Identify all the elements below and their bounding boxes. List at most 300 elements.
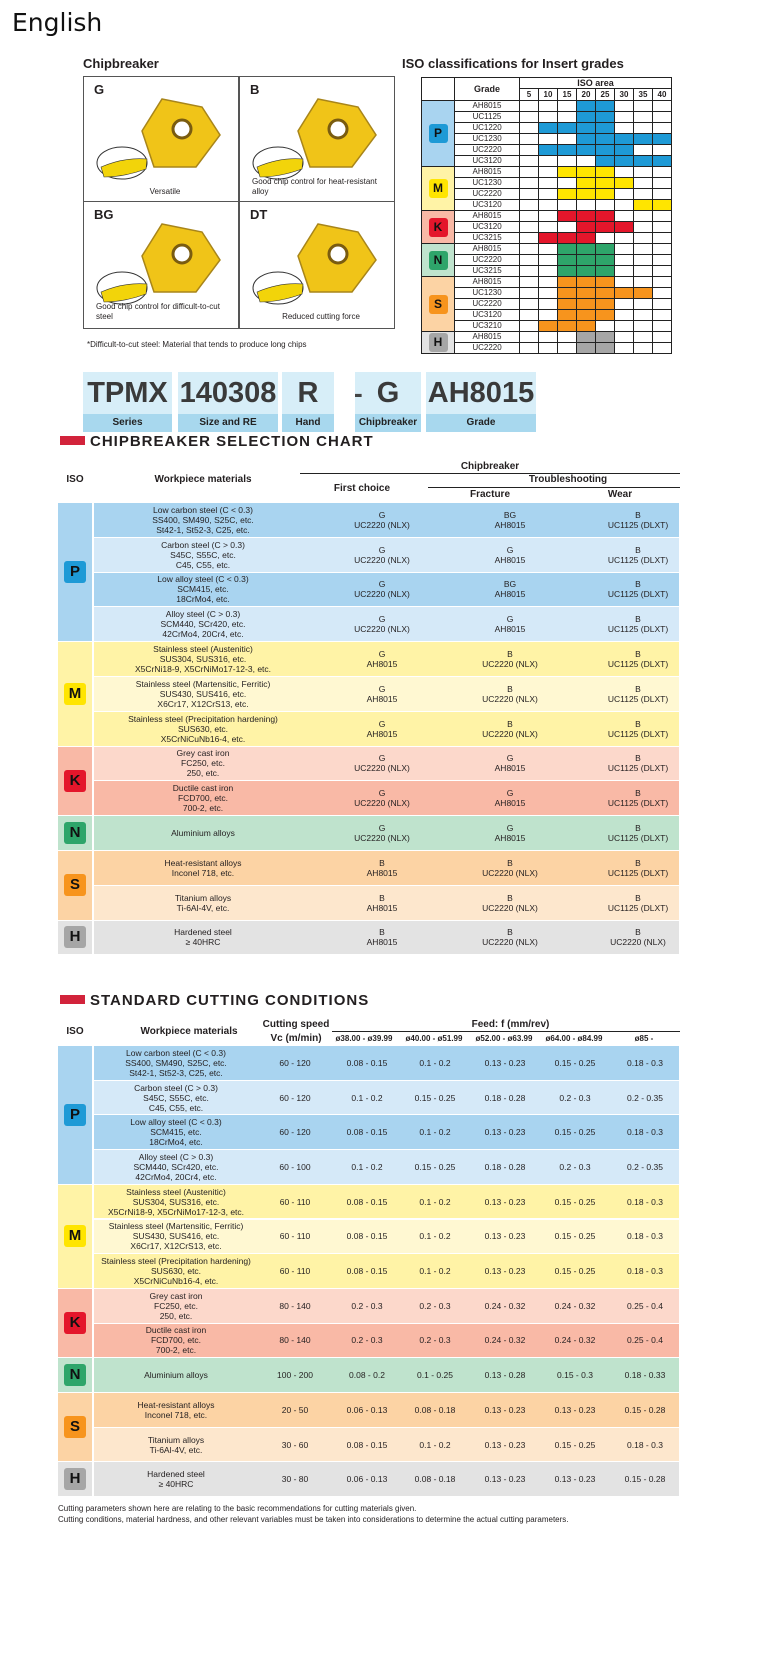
iso-header: ISO	[66, 474, 84, 485]
grade-name: UC1230	[455, 178, 520, 189]
iso-letter-badge: K	[64, 1312, 86, 1334]
chipbreaker-choice: B UC2220 (NLX)	[482, 927, 538, 948]
chipbreaker-choice: B UC1125 (DLXT)	[607, 579, 669, 600]
feed-value: 0.13 - 0.23	[484, 1057, 526, 1068]
cutting-speed-value: 100 - 200	[277, 1370, 313, 1381]
feed-value: 0.13 - 0.23	[484, 1474, 526, 1485]
iso-class-title: ISO classifications for Insert grades	[402, 56, 624, 71]
workpiece-material: Alloy steel (C > 0.3) SCM440, SCr420, etc. 42CrMo4, 20Cr4, etc.	[94, 607, 312, 641]
selection-row	[94, 781, 679, 815]
conditions-heading	[60, 992, 369, 1009]
iso-area-fill	[653, 266, 672, 277]
feed-value: 0.15 - 0.25	[414, 1161, 456, 1172]
iso-area-fill	[596, 189, 615, 200]
grade-name: UC2220	[455, 299, 520, 310]
workpiece-material: Ductile cast iron FCD700, etc. 700-2, etc.	[94, 781, 312, 815]
iso-area-fill	[615, 266, 634, 277]
feed-value: 0.18 - 0.3	[627, 1127, 663, 1138]
iso-area-fill	[596, 332, 615, 343]
iso-area-fill	[653, 288, 672, 299]
chipbreaker-choice: B UC1125 (DLXT)	[607, 649, 669, 670]
conditions-row	[94, 1254, 679, 1288]
chipbreaker-choice: B UC1125 (DLXT)	[607, 544, 669, 565]
feed-value: 0.08 - 0.18	[414, 1404, 456, 1415]
iso-letter-badge: P	[64, 561, 86, 583]
materials-header: Workpiece materials	[140, 1026, 238, 1037]
conditions-row	[94, 1185, 679, 1219]
iso-area-fill	[615, 123, 634, 134]
feed-value: 0.18 - 0.3	[627, 1231, 663, 1242]
feed-value: 0.13 - 0.28	[484, 1370, 526, 1381]
iso-letter-badge: S	[64, 874, 86, 896]
designation-label: Hand	[282, 414, 334, 432]
iso-area-fill	[577, 222, 596, 233]
iso-area-fill	[653, 134, 672, 145]
iso-area-fill	[653, 299, 672, 310]
iso-area-fill	[634, 145, 653, 156]
iso-area-fill	[558, 255, 577, 266]
iso-area-fill	[653, 321, 672, 332]
selection-row	[94, 747, 679, 781]
selection-title: CHIPBREAKER SELECTION CHART	[90, 433, 374, 450]
iso-header: ISO	[66, 1026, 84, 1037]
chipbreaker-choice: BG AH8015	[494, 579, 526, 600]
iso-grade-row	[422, 332, 672, 343]
iso-area-value: 20	[577, 89, 596, 101]
feed-value: 0.2 - 0.35	[627, 1092, 663, 1103]
chipbreaker-choice: B UC1125 (DLXT)	[607, 823, 669, 844]
iso-area-fill	[634, 244, 653, 255]
iso-area-fill	[653, 189, 672, 200]
iso-letter-badge: M	[64, 683, 86, 705]
iso-area-fill	[596, 200, 615, 211]
feed-value: 0.15 - 0.25	[554, 1057, 596, 1068]
workpiece-material: Carbon steel (C > 0.3) S45C, S55C, etc. C45, C55, etc.	[134, 1082, 218, 1113]
iso-area-fill	[596, 112, 615, 123]
feed-value: 0.18 - 0.28	[484, 1092, 526, 1103]
iso-grade-row	[422, 145, 672, 156]
chipbreaker-choice: B AH8015	[366, 892, 398, 913]
iso-group-cell	[58, 503, 92, 641]
iso-group-cell	[58, 1289, 92, 1357]
iso-area-fill	[539, 321, 558, 332]
iso-area-fill	[596, 222, 615, 233]
feed-value: 0.1 - 0.25	[417, 1370, 453, 1381]
chipbreaker-choice: B UC1125 (DLXT)	[607, 857, 669, 878]
chipbreaker-box	[239, 201, 395, 329]
designation-label: Size and RE	[178, 414, 278, 432]
iso-area-fill	[539, 244, 558, 255]
feed-value: 0.18 - 0.3	[627, 1266, 663, 1277]
cutting-speed-value: 60 - 120	[279, 1057, 311, 1068]
iso-area-fill	[634, 123, 653, 134]
workpiece-material: Alloy steel (C > 0.3) SCM440, SCr420, etc. 42CrMo4, 20Cr4, etc.	[133, 1151, 219, 1182]
feed-value: 0.2 - 0.3	[419, 1335, 451, 1346]
iso-area-fill	[653, 255, 672, 266]
grade-name: UC1230	[455, 134, 520, 145]
iso-area-fill	[520, 123, 539, 134]
workpiece-material: Stainless steel (Martensitic, Ferritic) SUS430, SUS416, etc. X6Cr17, X12CrS13, etc.	[108, 1221, 244, 1252]
iso-area-fill	[615, 167, 634, 178]
iso-area-fill	[558, 233, 577, 244]
chipbreaker-choice: B UC2220 (NLX)	[482, 683, 538, 704]
workpiece-material: Aluminium alloys	[94, 816, 312, 850]
feed-value: 0.24 - 0.32	[554, 1300, 596, 1311]
selection-heading	[60, 433, 374, 450]
feed-value: 0.08 - 0.18	[414, 1474, 456, 1485]
feed-value: 0.15 - 0.25	[554, 1266, 596, 1277]
iso-area-fill	[653, 101, 672, 112]
iso-area-fill	[520, 145, 539, 156]
workpiece-material: Hardened steel ≥ 40HRC	[147, 1469, 205, 1490]
iso-area-fill	[558, 134, 577, 145]
designation-part	[426, 372, 536, 432]
designation-code: R	[282, 372, 334, 414]
workpiece-material: Titanium alloys Ti-6Al-4V, etc.	[94, 886, 312, 920]
iso-area-fill	[539, 211, 558, 222]
grade-header: Grade	[455, 78, 520, 101]
iso-area-fill	[577, 178, 596, 189]
iso-area-fill	[615, 200, 634, 211]
iso-area-fill	[577, 189, 596, 200]
conditions-row	[94, 1393, 679, 1427]
chipbreaker-choice: G AH8015	[366, 683, 398, 704]
iso-area-fill	[634, 178, 653, 189]
iso-area-fill	[634, 222, 653, 233]
workpiece-material: Stainless steel (Martensitic, Ferritic) SUS430, SUS416, etc. X6Cr17, X12CrS13, etc.	[94, 677, 312, 711]
iso-letter-badge: M	[64, 1225, 86, 1247]
iso-area-fill	[653, 123, 672, 134]
feed-value: 0.15 - 0.25	[414, 1092, 456, 1103]
iso-area-fill	[653, 277, 672, 288]
chipbreaker-desc: Versatile	[149, 187, 181, 196]
chipbreaker-choice: G UC2220 (NLX)	[354, 823, 410, 844]
feed-value: 0.13 - 0.23	[554, 1474, 596, 1485]
iso-grade-row	[422, 112, 672, 123]
iso-grade-row	[422, 101, 672, 112]
feed-value: 0.24 - 0.32	[484, 1335, 526, 1346]
iso-area-fill	[615, 299, 634, 310]
iso-area-fill	[615, 255, 634, 266]
iso-area-fill	[615, 101, 634, 112]
iso-letter-badge: S	[429, 295, 448, 314]
feed-value: 0.08 - 0.15	[346, 1266, 388, 1277]
iso-grade-row	[422, 156, 672, 167]
iso-area-fill	[558, 244, 577, 255]
iso-group-cell	[58, 642, 92, 745]
iso-area-fill	[634, 277, 653, 288]
chipbreaker-choice: G AH8015	[494, 788, 526, 809]
chipbreaker-box	[83, 201, 239, 329]
grade-name: AH8015	[455, 332, 520, 343]
feed-value: 0.08 - 0.15	[346, 1231, 388, 1242]
cutting-speed-value: 20 - 50	[281, 1404, 309, 1415]
iso-area-fill	[653, 156, 672, 167]
chipbreaker-code: DT	[250, 207, 268, 222]
designation-part	[83, 372, 172, 432]
cutting-speed-value: 60 - 110	[279, 1231, 311, 1242]
workpiece-material: Carbon steel (C > 0.3) S45C, S55C, etc. C45, C55, etc.	[94, 538, 312, 572]
grade-name: UC1220	[455, 123, 520, 134]
iso-letter-cell	[422, 244, 455, 277]
iso-area-fill	[520, 189, 539, 200]
iso-area-fill	[539, 112, 558, 123]
grade-name: UC3210	[455, 321, 520, 332]
iso-letter-header	[422, 78, 455, 101]
chipbreaker-code: BG	[94, 207, 114, 222]
conditions-row	[94, 1324, 679, 1358]
workpiece-material: Stainless steel (Precipitation hardening) SUS630, etc. X5CrNiCuNb16-4, etc.	[94, 712, 312, 746]
iso-area-fill	[634, 101, 653, 112]
chipbreaker-choice: B UC2220 (NLX)	[482, 649, 538, 670]
iso-area-fill	[634, 134, 653, 145]
feed-header: Feed: f (mm/rev)	[471, 1019, 550, 1030]
workpiece-material: Grey cast iron FC250, etc. 250, etc.	[94, 747, 312, 781]
iso-area-fill	[615, 277, 634, 288]
feed-value: 0.25 - 0.4	[627, 1335, 663, 1346]
feed-value: 0.1 - 0.2	[419, 1127, 451, 1138]
grade-name: AH8015	[455, 167, 520, 178]
iso-letter-badge: K	[64, 770, 86, 792]
iso-area-fill	[596, 255, 615, 266]
cutting-speed-value: 80 - 140	[279, 1300, 311, 1311]
troubleshooting-header: Troubleshooting	[528, 474, 608, 485]
iso-area-fill	[539, 288, 558, 299]
grade-name: UC2220	[455, 189, 520, 200]
workpiece-material: Grey cast iron FC250, etc. 250, etc.	[149, 1290, 203, 1321]
feed-value: 0.2 - 0.3	[559, 1092, 591, 1103]
note-1: Cutting parameters shown here are relating to the basic recommendations for cutting materials given.	[58, 1504, 417, 1513]
iso-area-fill	[577, 288, 596, 299]
iso-area-fill	[520, 299, 539, 310]
selection-row	[94, 642, 679, 676]
iso-area-fill	[615, 211, 634, 222]
heading-bar	[60, 995, 85, 1004]
selection-row	[94, 607, 679, 641]
selection-row	[94, 712, 679, 746]
chipbreaker-header: Chipbreaker	[460, 461, 520, 472]
iso-area-fill	[520, 112, 539, 123]
chipbreaker-choice: B UC2220 (NLX)	[482, 857, 538, 878]
feed-value: 0.15 - 0.25	[554, 1127, 596, 1138]
iso-group-cell	[58, 1358, 92, 1392]
selection-row	[94, 503, 679, 537]
iso-area-fill	[653, 145, 672, 156]
iso-area-fill	[615, 343, 634, 354]
feed-value: 0.08 - 0.15	[346, 1439, 388, 1450]
feed-value: 0.25 - 0.4	[627, 1300, 663, 1311]
grade-name: UC3215	[455, 233, 520, 244]
iso-area-fill	[615, 134, 634, 145]
chipbreaker-choice: BG AH8015	[494, 509, 526, 530]
iso-group-cell	[58, 851, 92, 920]
iso-area-fill	[520, 156, 539, 167]
iso-letter-badge: S	[64, 1416, 86, 1438]
feed-value: 0.13 - 0.23	[484, 1439, 526, 1450]
iso-area-fill	[634, 233, 653, 244]
chipbreaker-choice: G AH8015	[494, 544, 526, 565]
feed-value: 0.2 - 0.3	[419, 1300, 451, 1311]
iso-area-fill	[615, 222, 634, 233]
iso-area-fill	[539, 299, 558, 310]
designation-code: 140308	[178, 372, 278, 414]
iso-area-fill	[558, 167, 577, 178]
chipbreaker-choice: B UC2220 (NLX)	[482, 892, 538, 913]
header-rule	[332, 1031, 680, 1032]
feed-value: 0.2 - 0.3	[351, 1300, 383, 1311]
iso-area-fill	[596, 299, 615, 310]
iso-area-fill	[596, 145, 615, 156]
chipbreaker-choice: B UC2220 (NLX)	[610, 927, 666, 948]
chipbreaker-choice: G UC2220 (NLX)	[354, 544, 410, 565]
designation-code: TPMX	[83, 372, 172, 414]
iso-letter-badge: N	[64, 1364, 86, 1386]
iso-area-fill	[558, 112, 577, 123]
chipbreaker-choice: B UC1125 (DLXT)	[607, 614, 669, 635]
iso-letter-badge: P	[64, 1104, 86, 1126]
iso-area-fill	[520, 222, 539, 233]
iso-area-fill	[558, 178, 577, 189]
insert-illustration-icon	[84, 77, 240, 205]
iso-area-fill	[634, 189, 653, 200]
iso-area-fill	[558, 156, 577, 167]
feed-value: 0.1 - 0.2	[419, 1057, 451, 1068]
iso-group-cell	[58, 1462, 92, 1496]
iso-area-fill	[634, 299, 653, 310]
iso-area-fill	[539, 123, 558, 134]
iso-letter-cell	[422, 101, 455, 167]
iso-area-fill	[558, 101, 577, 112]
grade-name: UC3120	[455, 200, 520, 211]
iso-area-fill	[558, 332, 577, 343]
iso-area-fill	[596, 134, 615, 145]
chipbreaker-choice: G AH8015	[494, 614, 526, 635]
cutting-speed-value: 60 - 110	[279, 1266, 311, 1277]
feed-value: 0.1 - 0.2	[419, 1196, 451, 1207]
iso-area-value: 10	[539, 89, 558, 101]
iso-area-fill	[520, 343, 539, 354]
iso-area-fill	[577, 310, 596, 321]
chipbreaker-desc: Good chip control for difficult-to-cut steel	[96, 302, 220, 321]
iso-grade-row	[422, 288, 672, 299]
grade-name: UC2220	[455, 255, 520, 266]
cutting-speed-value: 60 - 110	[279, 1196, 311, 1207]
iso-area-fill	[653, 200, 672, 211]
iso-grade-row	[422, 266, 672, 277]
iso-group-cell	[58, 1185, 92, 1288]
grade-name: UC3120	[455, 310, 520, 321]
iso-area-fill	[539, 134, 558, 145]
chipbreaker-choice: B UC1125 (DLXT)	[607, 753, 669, 774]
feed-value: 0.13 - 0.23	[484, 1127, 526, 1138]
feed-value: 0.1 - 0.2	[419, 1231, 451, 1242]
iso-grade-row	[422, 211, 672, 222]
iso-area-fill	[539, 145, 558, 156]
feed-value: 0.15 - 0.25	[554, 1439, 596, 1450]
chipbreaker-choice: G AH8015	[366, 718, 398, 739]
designation-part	[355, 372, 421, 432]
feed-value: 0.13 - 0.23	[484, 1266, 526, 1277]
iso-area-fill	[577, 321, 596, 332]
iso-area-value: 30	[615, 89, 634, 101]
chipbreaker-box	[83, 76, 239, 204]
iso-area-fill	[558, 266, 577, 277]
feed-value: 0.2 - 0.35	[627, 1161, 663, 1172]
cutting-speed-header: Cutting speed	[262, 1019, 330, 1030]
conditions-row	[94, 1428, 679, 1462]
workpiece-material: Low alloy steel (C < 0.3) SCM415, etc. 18CrMo4, etc.	[94, 573, 312, 607]
iso-area-fill	[615, 145, 634, 156]
diameter-header: ø52.00 - ø63.99	[475, 1034, 533, 1043]
chipbreaker-choice: B UC1125 (DLXT)	[607, 788, 669, 809]
cutting-speed-value: 60 - 120	[279, 1127, 311, 1138]
workpiece-material: Hardened steel ≥ 40HRC	[94, 921, 312, 955]
iso-grade-row	[422, 222, 672, 233]
designation-code: AH8015	[426, 372, 536, 414]
iso-area-fill	[520, 134, 539, 145]
iso-grade-row	[422, 244, 672, 255]
iso-letter-badge: K	[429, 218, 448, 237]
iso-area-fill	[577, 134, 596, 145]
iso-area-fill	[539, 167, 558, 178]
chipbreaker-choice: G UC2220 (NLX)	[354, 509, 410, 530]
designation-part	[178, 372, 278, 432]
feed-value: 0.13 - 0.23	[484, 1404, 526, 1415]
feed-value: 0.13 - 0.23	[484, 1231, 526, 1242]
iso-area-fill	[539, 310, 558, 321]
iso-area-fill	[558, 123, 577, 134]
feed-value: 0.1 - 0.2	[419, 1439, 451, 1450]
iso-area-fill	[596, 277, 615, 288]
designation-dash: -	[354, 378, 363, 408]
selection-row	[94, 816, 679, 850]
iso-area-fill	[539, 255, 558, 266]
iso-area-fill	[520, 211, 539, 222]
chipbreaker-choice: G UC2220 (NLX)	[354, 753, 410, 774]
iso-area-fill	[634, 343, 653, 354]
chipbreaker-choice: G UC2220 (NLX)	[354, 614, 410, 635]
diameter-header: ø85 -	[634, 1034, 654, 1043]
selection-row	[94, 677, 679, 711]
fracture-header: Fracture	[469, 489, 510, 500]
iso-area-fill	[653, 211, 672, 222]
iso-area-fill	[539, 233, 558, 244]
diameter-header: ø40.00 - ø51.99	[405, 1034, 463, 1043]
iso-area-fill	[520, 101, 539, 112]
iso-letter-badge: H	[64, 926, 86, 948]
iso-grade-row	[422, 277, 672, 288]
chipbreaker-choice: G UC2220 (NLX)	[354, 788, 410, 809]
feed-value: 0.08 - 0.15	[346, 1127, 388, 1138]
selection-row	[94, 886, 679, 920]
selection-row	[94, 573, 679, 607]
iso-letter-cell	[422, 277, 455, 332]
iso-area-fill	[615, 189, 634, 200]
note-2: Cutting conditions, material hardness, and other relevant variables must be taken into considerations to determine the actual cutting parameters.	[58, 1515, 569, 1524]
workpiece-material: Heat-resistant alloys Inconel 718, etc.	[94, 851, 312, 885]
iso-area-fill	[539, 343, 558, 354]
feed-value: 0.15 - 0.25	[554, 1231, 596, 1242]
chipbreaker-choice: B AH8015	[366, 927, 398, 948]
iso-letter-badge: H	[429, 333, 448, 352]
selection-chart	[58, 458, 713, 956]
iso-area-fill	[539, 332, 558, 343]
selection-row	[94, 538, 679, 572]
feed-value: 0.18 - 0.28	[484, 1161, 526, 1172]
grade-name: UC3215	[455, 266, 520, 277]
iso-area-fill	[653, 343, 672, 354]
cutting-speed-value: 60 - 100	[279, 1161, 311, 1172]
